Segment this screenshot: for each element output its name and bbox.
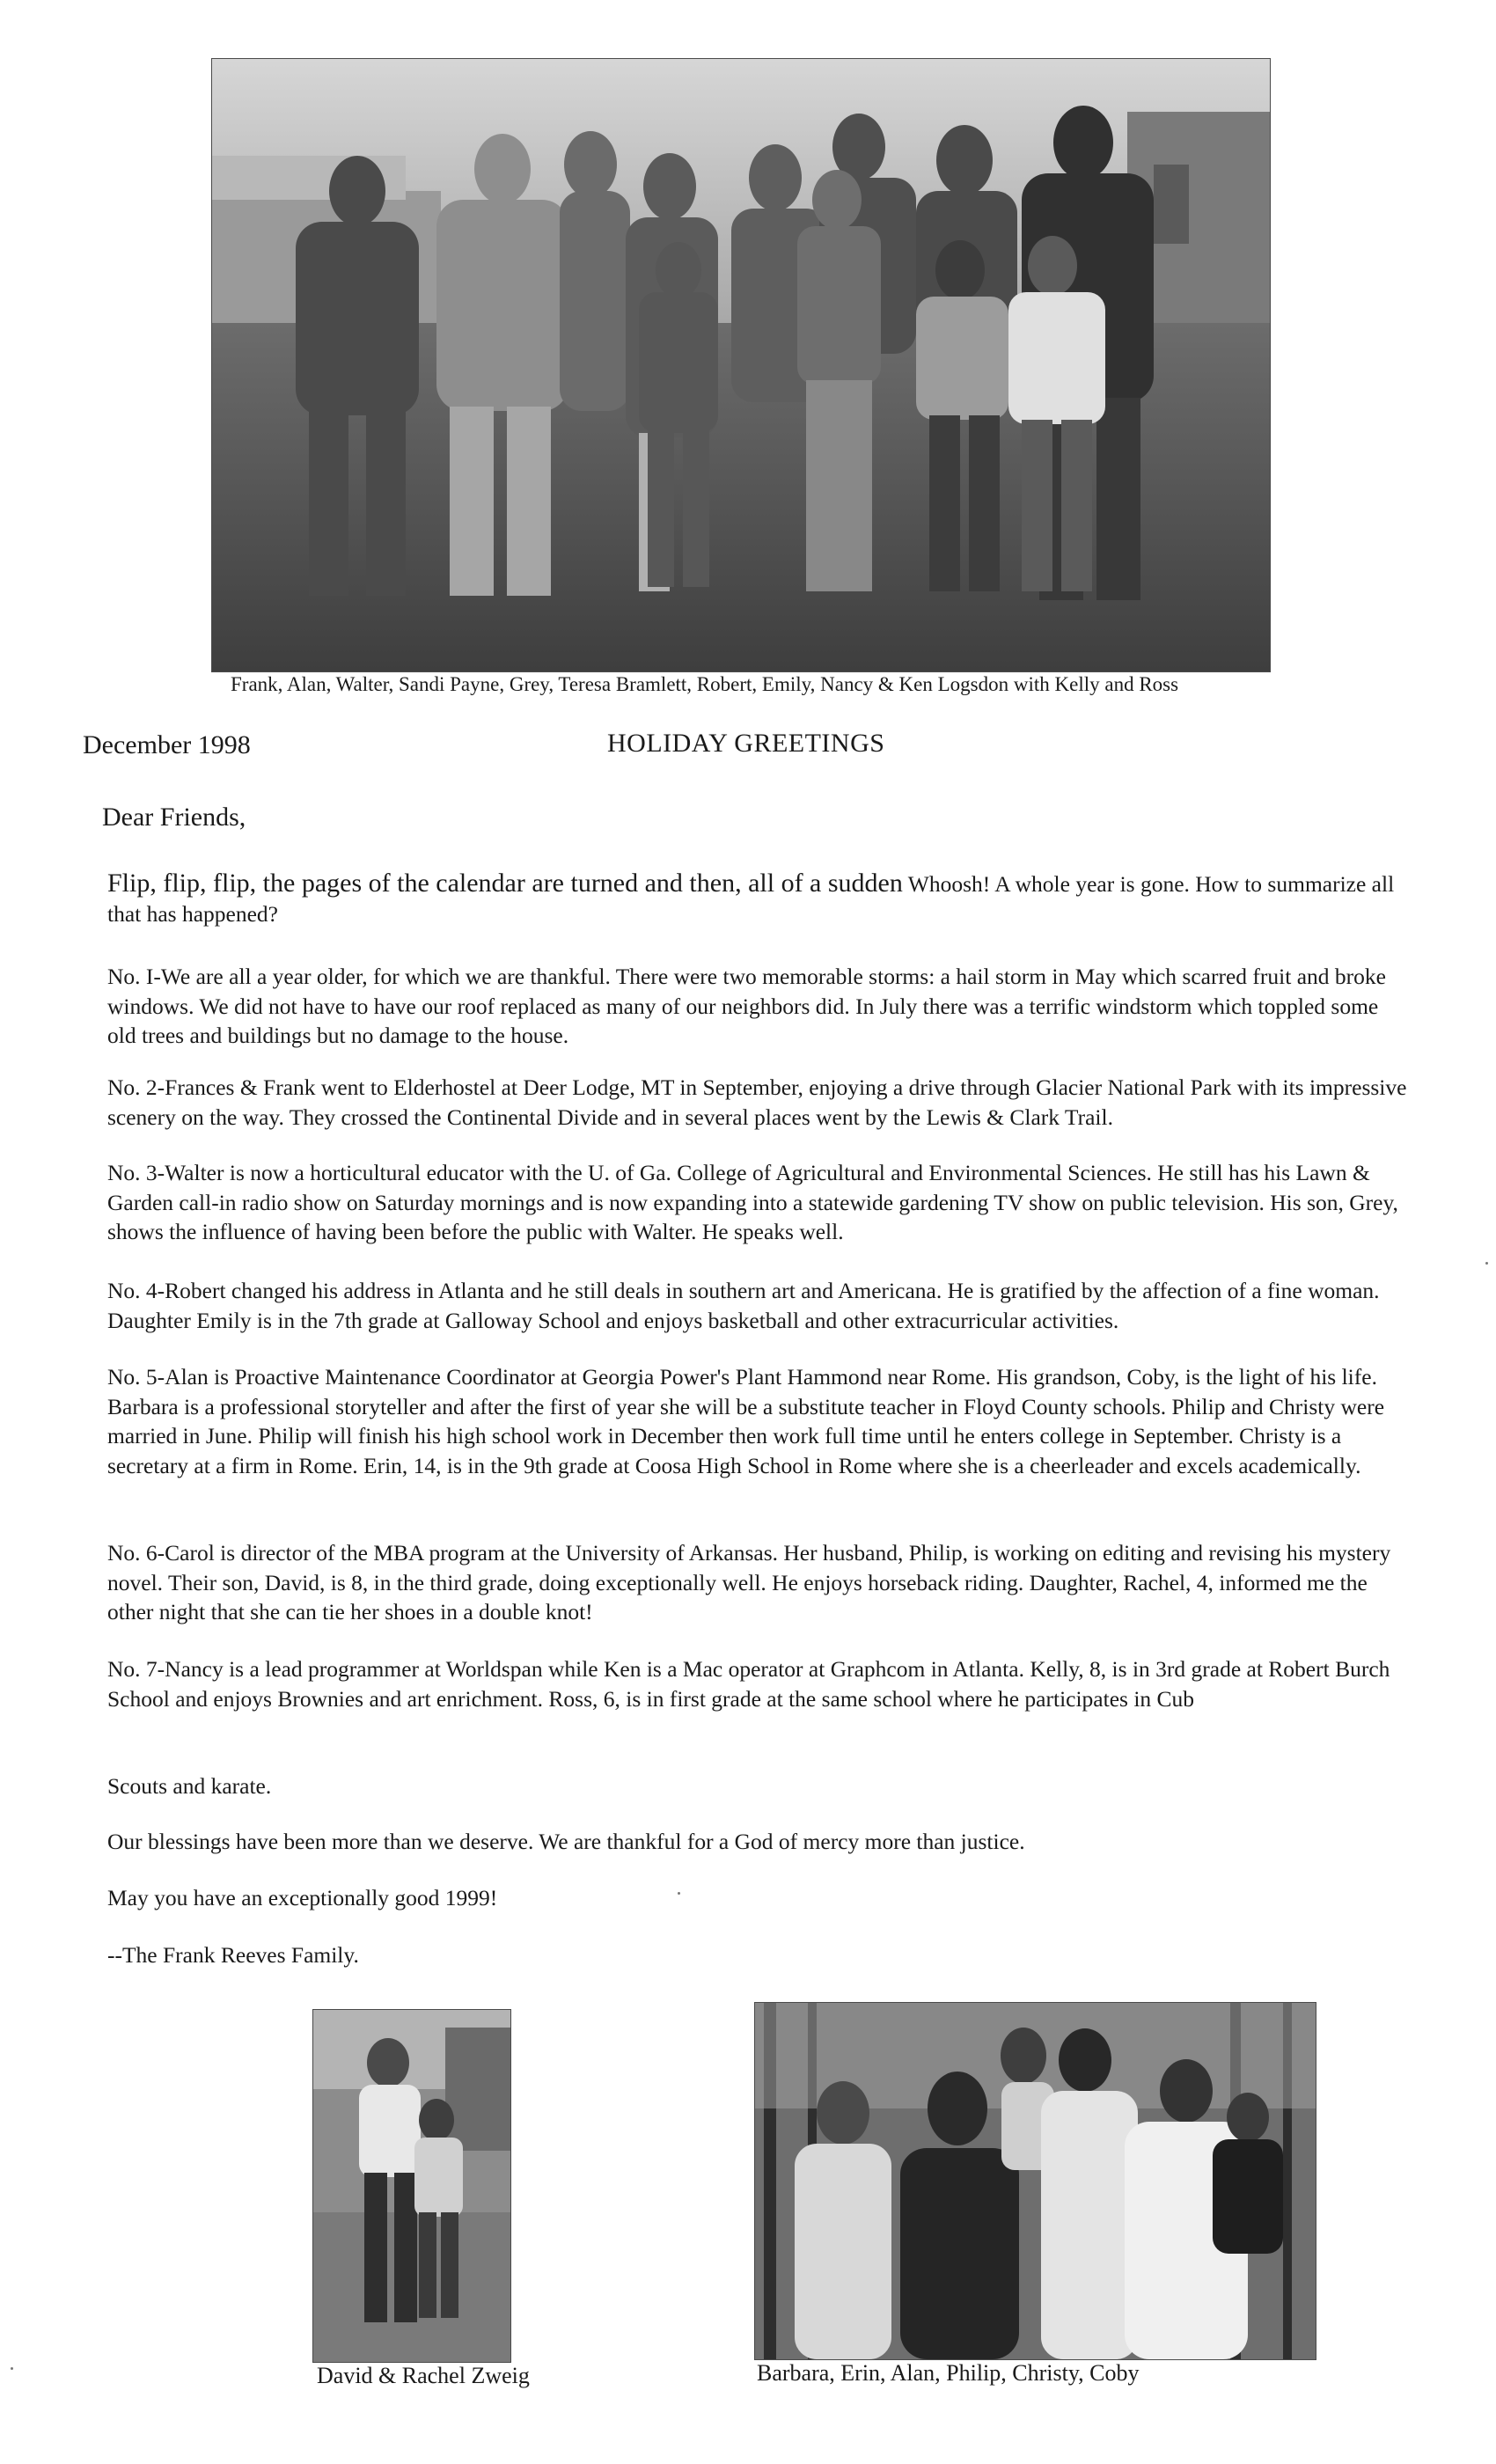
zweig-photo-image: [313, 2010, 510, 2362]
scan-speck: [678, 1892, 680, 1895]
signature-line: --The Frank Reeves Family.: [107, 1942, 359, 1968]
letter-date: December 1998: [83, 730, 251, 759]
alan-family-photo-caption: Barbara, Erin, Alan, Philip, Christy, Coby: [757, 2360, 1140, 2386]
paragraph-scouts: Scouts and karate.: [107, 1773, 272, 1799]
paragraph-no-3: No. 3-Walter is now a horticultural educator with the U. of Ga. College of Agricultural and Environmental Sciences. He still has his Lawn & Garden call-in radio show on Saturday mornings and is now expanding into a statewide gardening TV show on public television. His son, Grey, shows the influence of having been before the public with Walter. He speaks well.: [107, 1160, 1398, 1244]
scan-speck: [11, 2367, 13, 2370]
salutation: Dear Friends,: [102, 803, 246, 832]
alan-family-photo-image: [755, 2003, 1316, 2359]
zweig-photo-caption: David & Rachel Zweig: [317, 2363, 530, 2388]
paragraph-no-2: No. 2-Frances & Frank went to Elderhostel at Deer Lodge, MT in September, enjoying a drive through Glacier National Park with its impressive scenery on the way. They crossed the Continental Divide and in several places went by the Lewis & Clark Trail.: [107, 1074, 1407, 1130]
letter-heading: HOLIDAY GREETINGS: [607, 729, 885, 758]
scan-speck: [1485, 1262, 1488, 1265]
group-photo-image: [212, 59, 1270, 671]
group-photo: [211, 58, 1271, 672]
group-photo-caption: Frank, Alan, Walter, Sandi Payne, Grey, Teresa Bramlett, Robert, Emily, Nancy & Ken Logsdon with Kelly and Ross: [231, 673, 1179, 695]
paragraph-no-7: No. 7-Nancy is a lead programmer at Worldspan while Ken is a Mac operator at Graphcom in Atlanta. Kelly, 8, is in 3rd grade at Robert Burch School and enjoys Brownies and art enrichment. Ross, 6, is in first grade at the same school where he participates in Cub: [107, 1656, 1390, 1712]
paragraph-no-1: No. I-We are all a year older, for which we are thankful. There were two memorable storms: a hail storm in May which scarred fruit and broke windows. We did not have to have our roof replaced as many of our neighbors did. In July there was a terrific windstorm which toppled some old trees and buildings but no damage to the house.: [107, 964, 1386, 1048]
paragraph-no-6: No. 6-Carol is director of the MBA program at the University of Arkansas. Her husband, Philip, is working on editing and revising his mystery novel. Their son, David, is 8, in the third grade, doing exceptionally well. He enjoys horseback riding. Daughter, Rachel, 4, informed me the other night that she can tie her shoes in a double knot!: [107, 1540, 1391, 1624]
alan-family-photo: [754, 2002, 1316, 2360]
paragraph-wishes: May you have an exceptionally good 1999!: [107, 1885, 498, 1910]
paragraph-blessings: Our blessings have been more than we deserve. We are thankful for a God of mercy more than justice.: [107, 1829, 1025, 1854]
paragraph-no-5: No. 5-Alan is Proactive Maintenance Coordinator at Georgia Power's Plant Hammond near Rome. His grandson, Coby, is the light of his life. Barbara is a professional storyteller and after the first of year she will be a substitute teacher in Floyd County schools. Philip and Christy were married in June. Philip will finish his high school work in December then work full time until he enters college in September. Christy is a secretary at a firm in Rome. Erin, 14, is in the 9th grade at Coosa High School in Rome where she is a cheerleader and excels academically.: [107, 1364, 1385, 1478]
intro-rest: Whoosh! A whole year is gone. How to summarize all that has happened?: [107, 871, 1395, 927]
paragraph-no-4: No. 4-Robert changed his address in Atlanta and he still deals in southern art and Americana. He is gratified by the affection of a fine woman. Daughter Emily is in the 7th grade at Galloway School and enjoys basketball and other extracurricular activities.: [107, 1278, 1380, 1333]
intro-paragraph: [107, 869, 1410, 928]
zweig-photo: [312, 2009, 511, 2363]
intro-lead: Flip, flip, flip, the pages of the calendar are turned and then, all of a sudden: [107, 869, 903, 898]
